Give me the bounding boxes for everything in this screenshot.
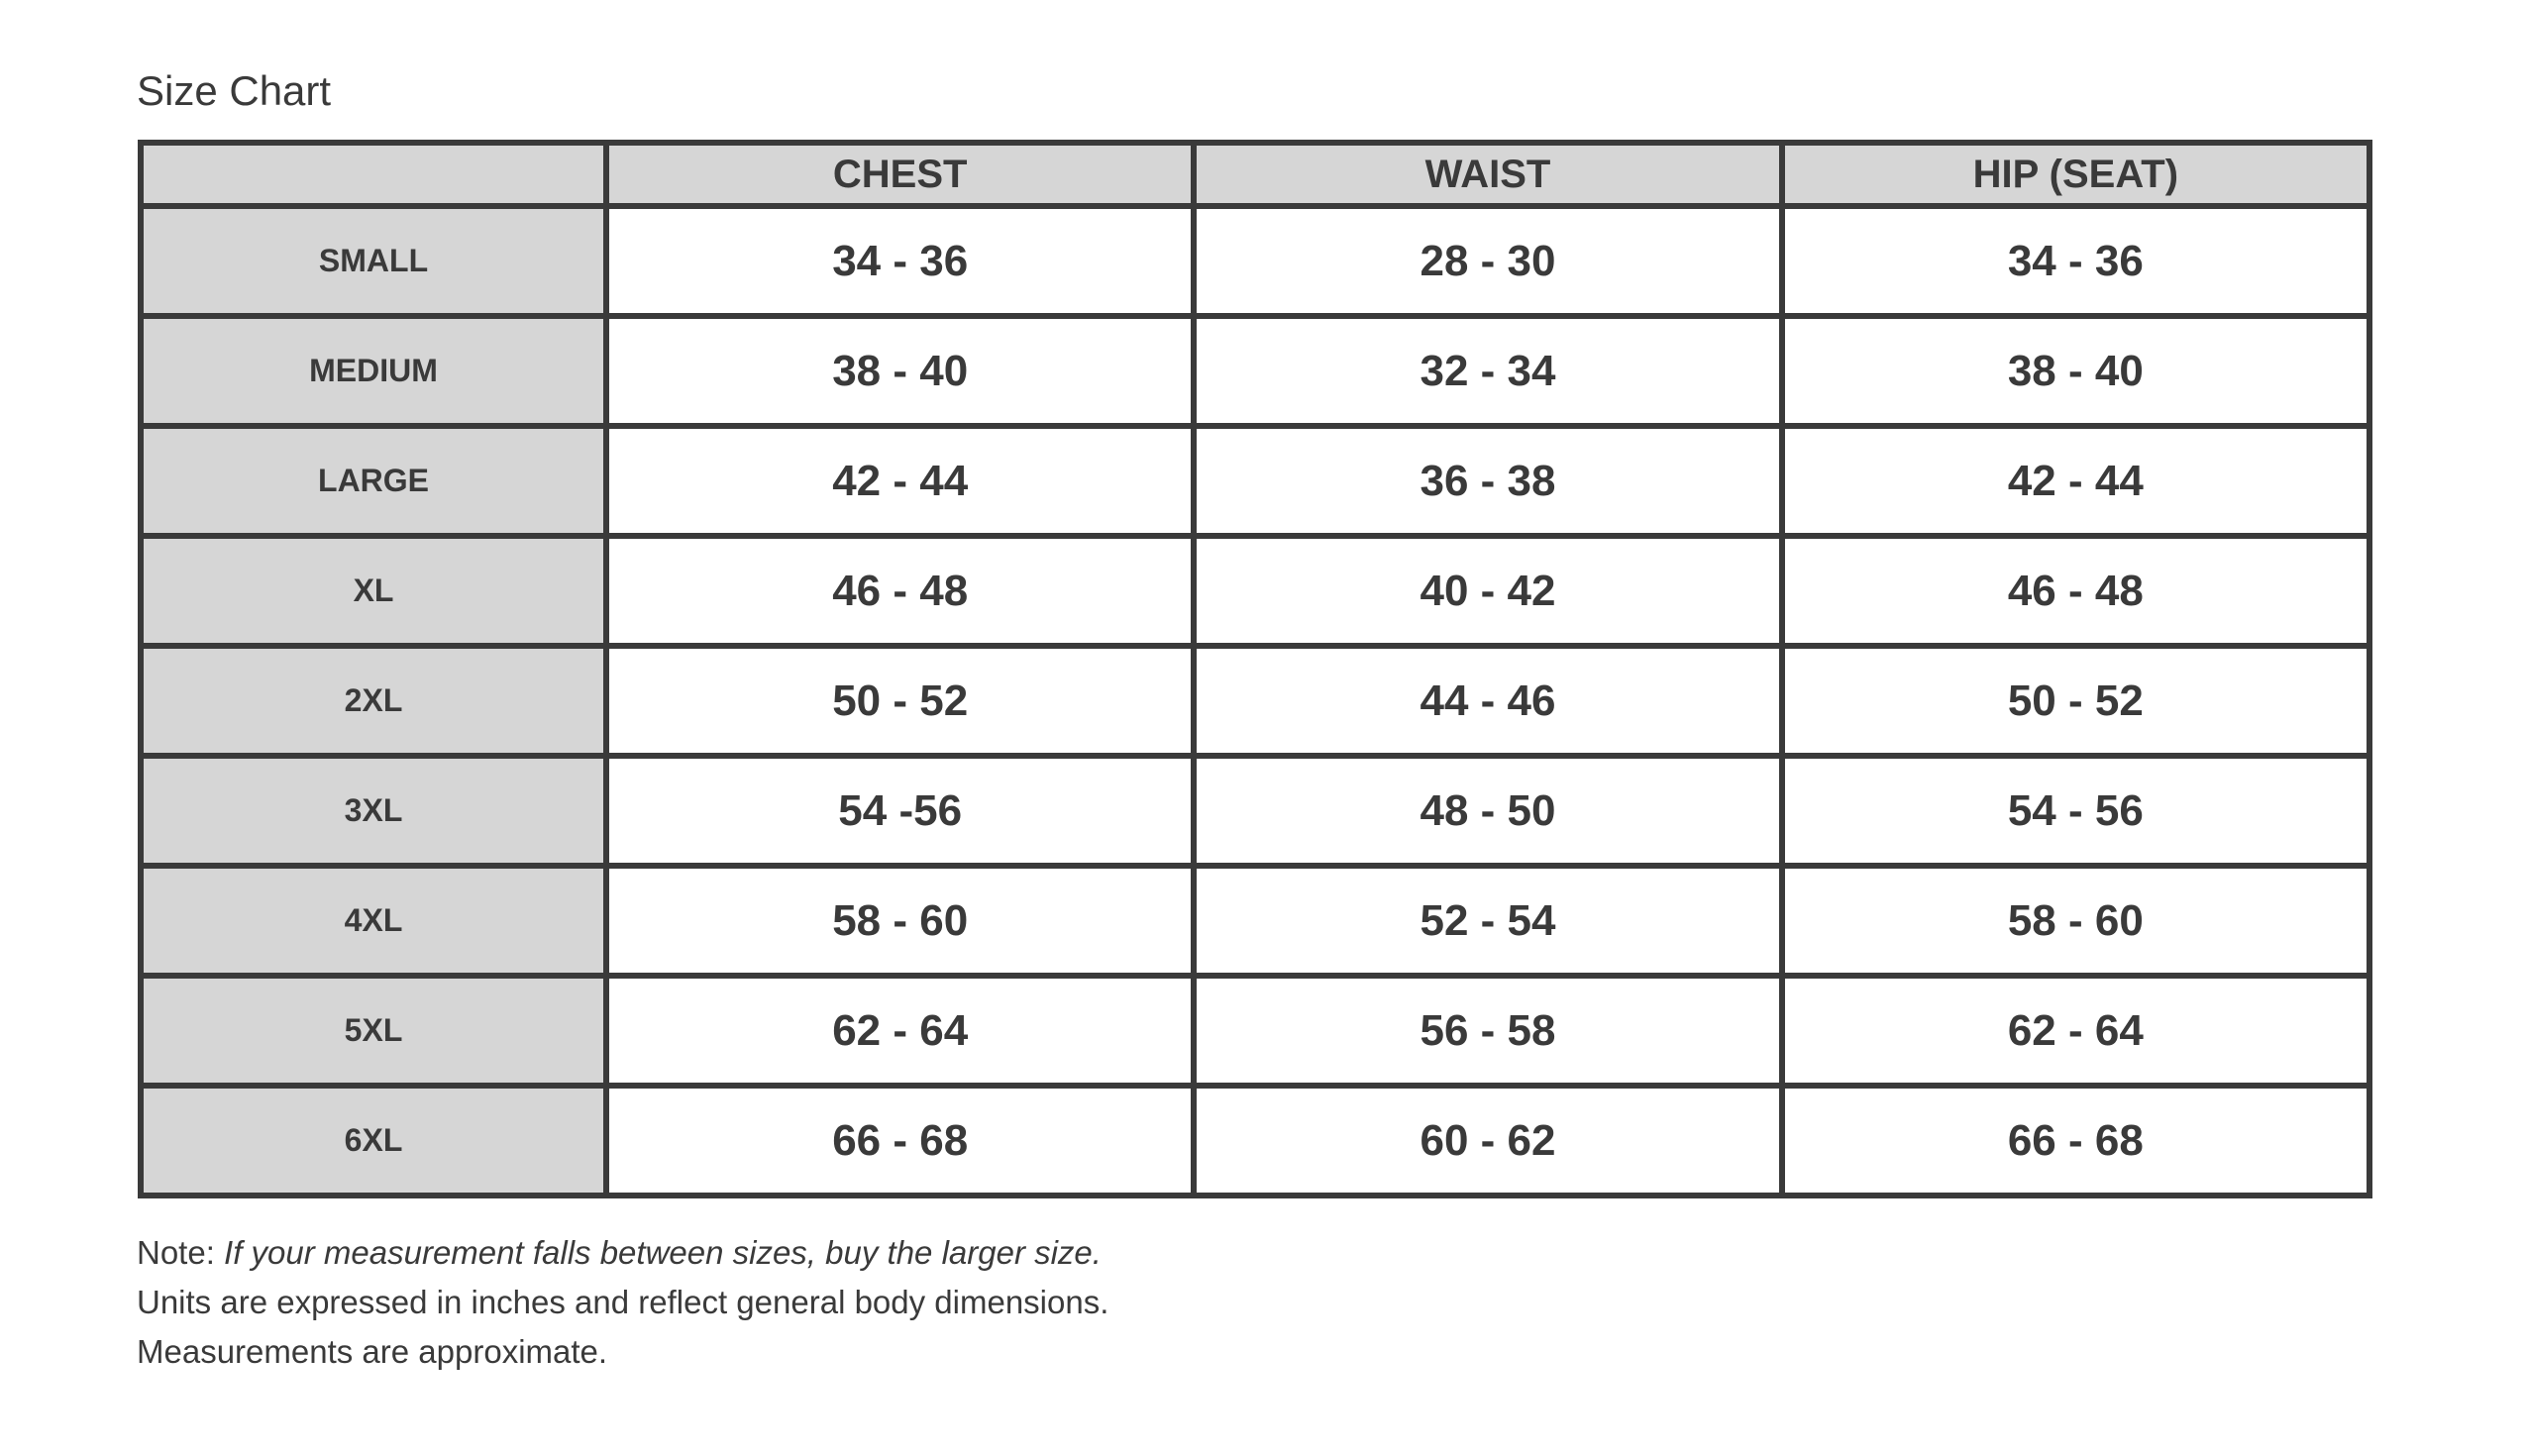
table-row — [141, 646, 2369, 756]
hip-value: 42 - 44 — [1782, 426, 2369, 536]
chest-value: 42 - 44 — [606, 426, 1194, 536]
note-emphasis: If your measurement falls between sizes, buy the larger size. — [224, 1234, 1102, 1271]
header-size — [141, 143, 606, 206]
hip-value: 34 - 36 — [1782, 206, 2369, 316]
size-label: 3XL — [141, 756, 606, 866]
hip-value: 54 - 56 — [1782, 756, 2369, 866]
waist-value: 52 - 54 — [1194, 866, 1781, 976]
size-chart-table — [138, 140, 2372, 1198]
size-label: SMALL — [141, 206, 606, 316]
table-row — [141, 316, 2369, 426]
table-row — [141, 426, 2369, 536]
header-chest: CHEST — [606, 143, 1194, 206]
waist-value: 48 - 50 — [1194, 756, 1781, 866]
size-label: 6XL — [141, 1086, 606, 1196]
waist-value: 44 - 46 — [1194, 646, 1781, 756]
hip-value: 38 - 40 — [1782, 316, 2369, 426]
table-row — [141, 866, 2369, 976]
waist-value: 32 - 34 — [1194, 316, 1781, 426]
size-label: 5XL — [141, 976, 606, 1086]
chest-value: 66 - 68 — [606, 1086, 1194, 1196]
chest-value: 58 - 60 — [606, 866, 1194, 976]
table-row — [141, 206, 2369, 316]
hip-value: 58 - 60 — [1782, 866, 2369, 976]
notes — [137, 1228, 1108, 1377]
table-row — [141, 756, 2369, 866]
chest-value: 50 - 52 — [606, 646, 1194, 756]
header-waist: WAIST — [1194, 143, 1781, 206]
hip-value: 66 - 68 — [1782, 1086, 2369, 1196]
chest-value: 38 - 40 — [606, 316, 1194, 426]
page-title: Size Chart — [137, 67, 332, 114]
header-hip: HIP (SEAT) — [1782, 143, 2369, 206]
chest-value: 46 - 48 — [606, 536, 1194, 646]
note-line-3: Measurements are approximate. — [137, 1333, 608, 1370]
size-label: XL — [141, 536, 606, 646]
hip-value: 62 - 64 — [1782, 976, 2369, 1086]
hip-value: 50 - 52 — [1782, 646, 2369, 756]
hip-value: 46 - 48 — [1782, 536, 2369, 646]
chest-value: 62 - 64 — [606, 976, 1194, 1086]
table-row — [141, 1086, 2369, 1196]
chest-value: 34 - 36 — [606, 206, 1194, 316]
note-prefix: Note: — [137, 1234, 225, 1271]
waist-value: 56 - 58 — [1194, 976, 1781, 1086]
size-label: 4XL — [141, 866, 606, 976]
waist-value: 40 - 42 — [1194, 536, 1781, 646]
size-label: LARGE — [141, 426, 606, 536]
table-header-row — [141, 143, 2369, 206]
waist-value: 60 - 62 — [1194, 1086, 1781, 1196]
note-line-1 — [137, 1228, 1108, 1278]
size-label: 2XL — [141, 646, 606, 756]
table-row — [141, 976, 2369, 1086]
waist-value: 28 - 30 — [1194, 206, 1781, 316]
chest-value: 54 -56 — [606, 756, 1194, 866]
note-line-2: Units are expressed in inches and reflect general body dimensions. — [137, 1284, 1109, 1320]
table-row — [141, 536, 2369, 646]
size-label: MEDIUM — [141, 316, 606, 426]
waist-value: 36 - 38 — [1194, 426, 1781, 536]
